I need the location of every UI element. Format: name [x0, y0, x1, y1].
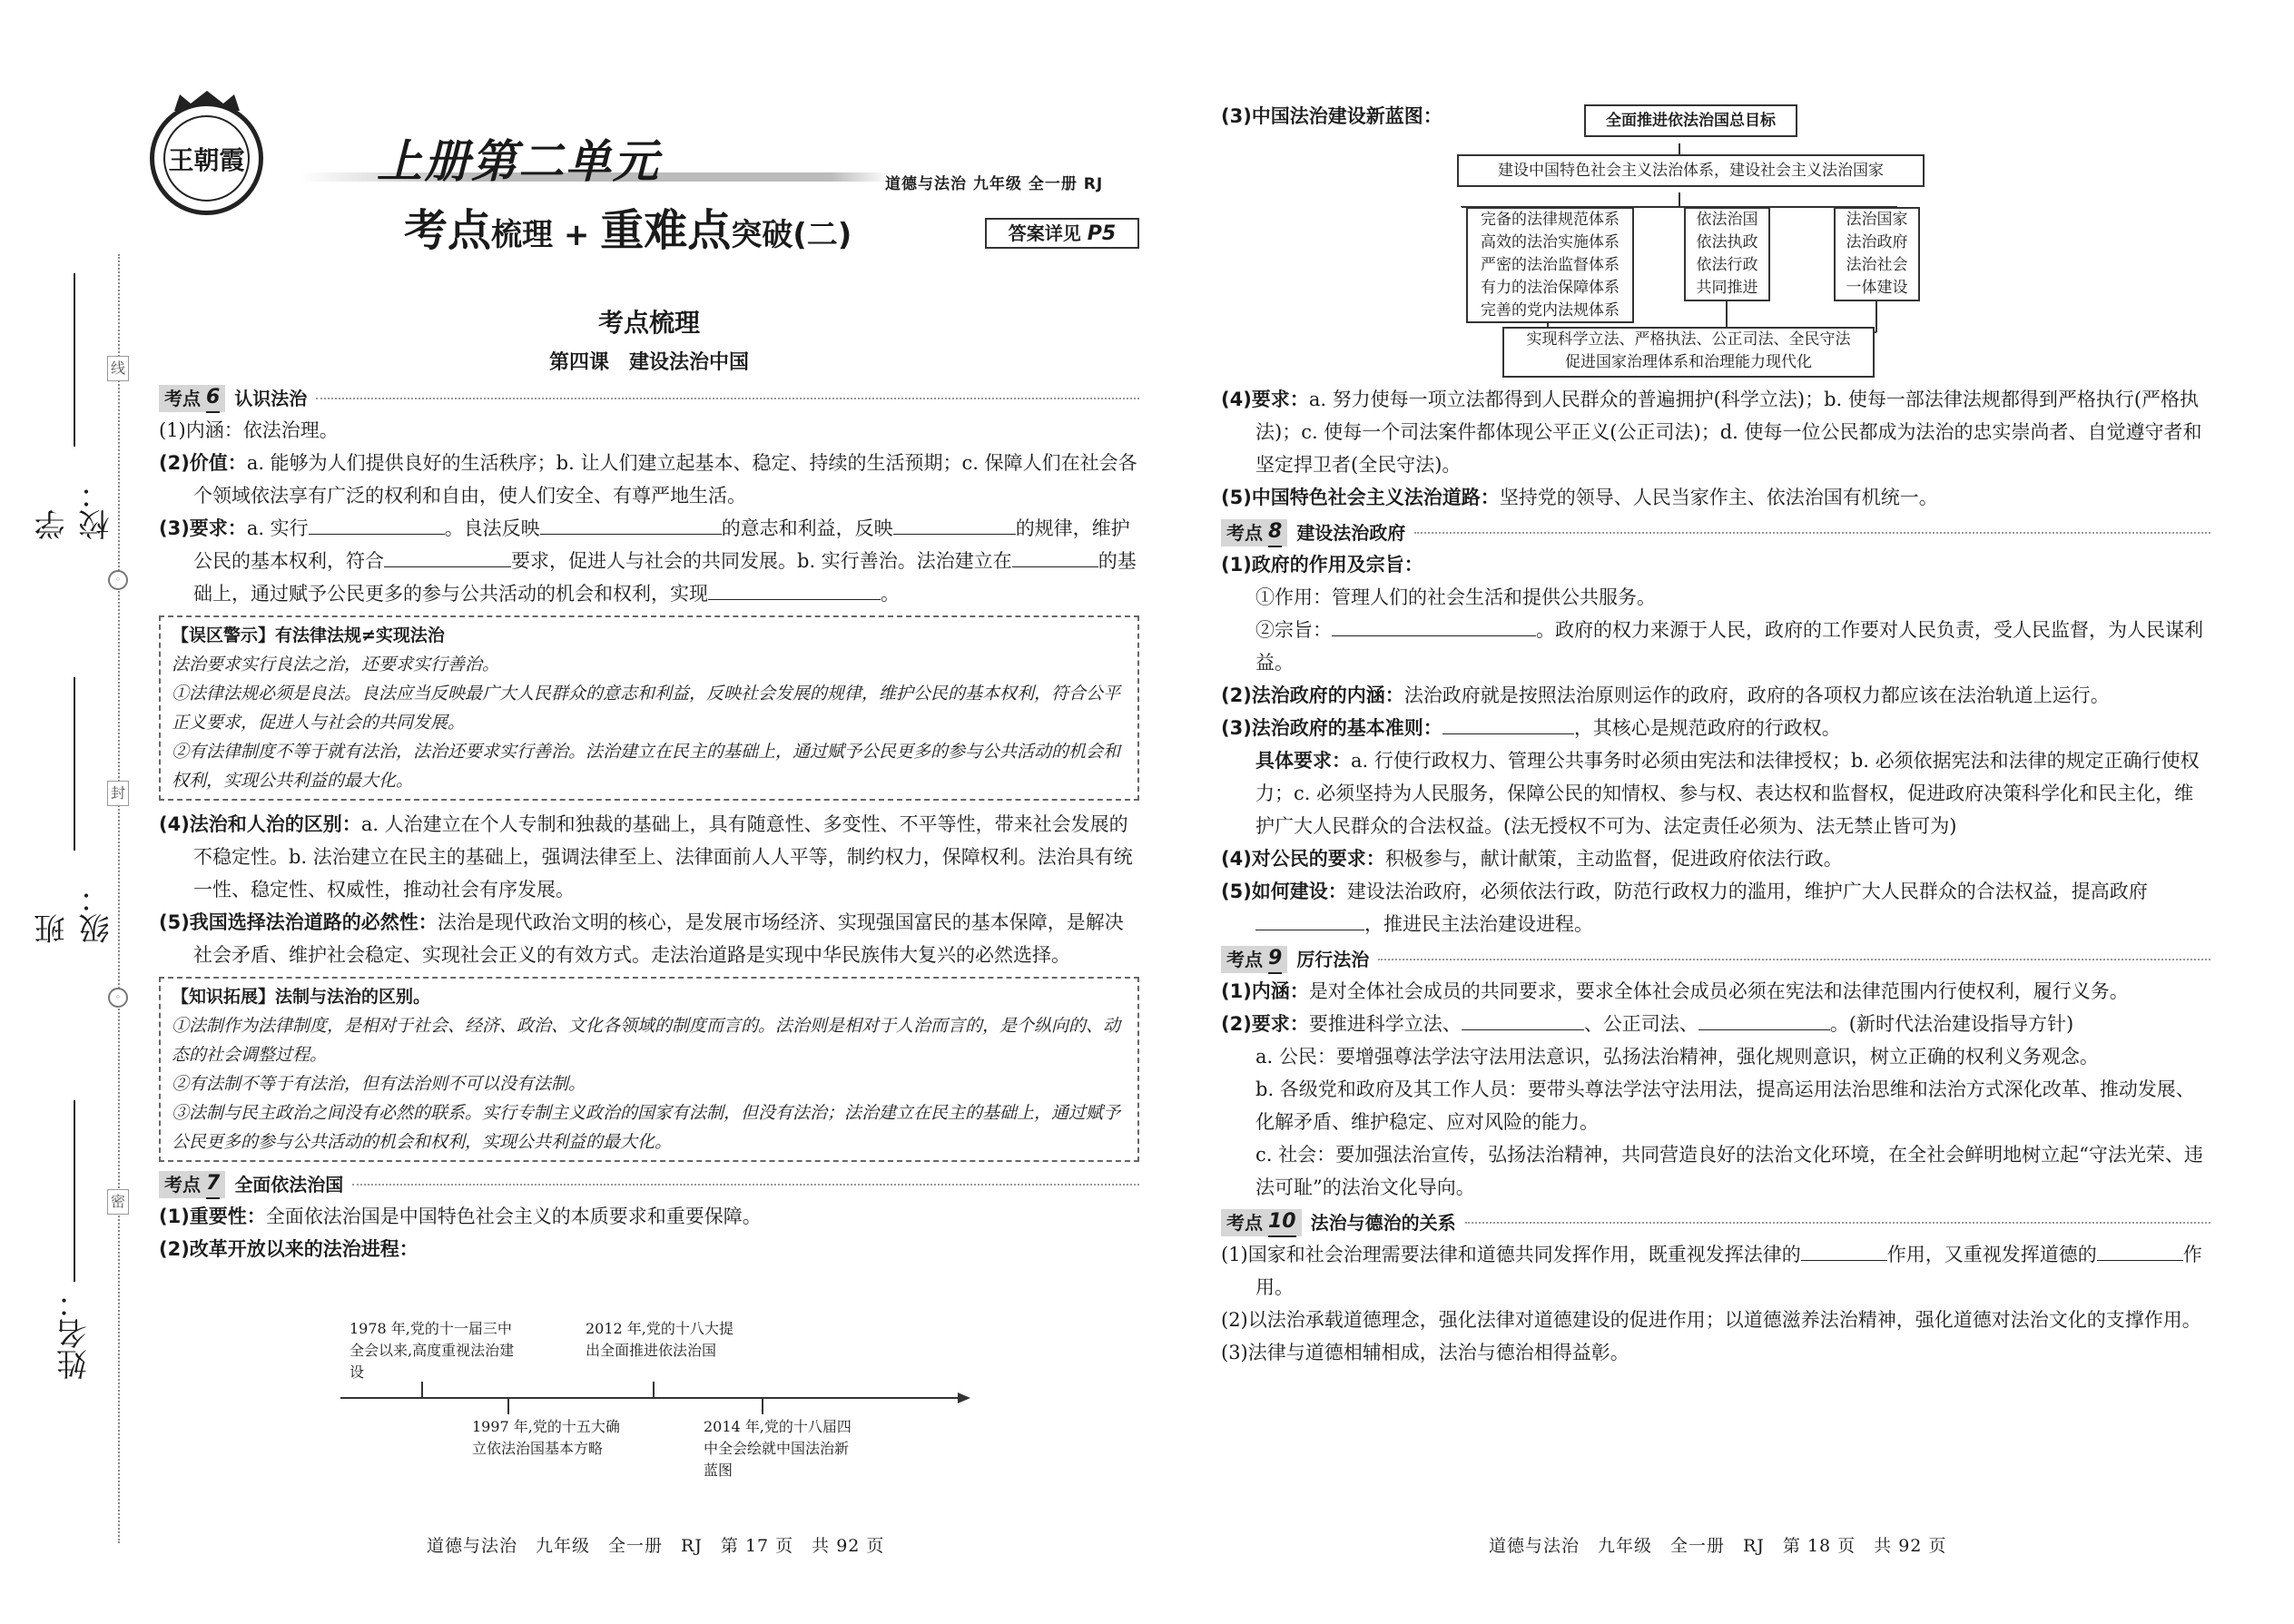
kd8-item-2: (2)法治政府的内涵：法治政府就是按照法治原则运作的政府，政府的各项权力都应该在法治轨道上运行。	[1221, 684, 2110, 706]
note-knowledge-extension: 【知识拓展】法制与法治的区别。 ①法制作为法律制度，是相对于社会、经济、政治、文化各领域的制度而言的。法治则是相对于人治而言的，是个纵向的、动态的社会调整过程。 ②有法制不等于有法治，但有法治则不可以没有法制。 ③法制与民主政治之间没有必然的联系。实行专制主义政治的国家有法制，但没有法治；法治建立在民主的基础上，通过赋予公民更多的参与公共活动的机会和权利，实现公共利益的最大化。	[159, 977, 1139, 1162]
kd9-item-2: (2)要求：要推进科学立法、 、公正司法、 。(新时代法治建设指导方针)	[1221, 1008, 2210, 1040]
class-line[interactable]	[74, 677, 75, 851]
diagram-bottom-box: 实现科学立法、严格执法、公正司法、全民守法 促进国家治理体系和治理能力现代化	[1502, 327, 1875, 378]
binding-mark-secret: 密	[107, 1189, 129, 1215]
kd7-item-4: (4)要求：a. 努力使每一项立法都得到人民群众的普遍拥护(科学立法)；b. 使每一部法律法规都得到严格执行(严格执法)；c. 使每一个司法案件都体现公平正义(公正司法)；d. 使每一位公民都成为法治的忠实崇尚者、自觉遵守者和坚定捍卫者(全民守法)。	[1221, 389, 2202, 476]
name-field[interactable]	[56, 1080, 93, 1380]
fill-blank[interactable]	[893, 515, 1016, 535]
kd8-item-3: (3)法治政府的基本准则： ，其核心是规范政府的行政权。	[1221, 712, 2210, 744]
school-label: 学校：	[34, 478, 115, 540]
kd8-item-1a: ①作用：管理人们的社会生活和提供公共服务。	[1255, 586, 1656, 608]
fill-blank[interactable]	[1012, 547, 1098, 567]
diagram-top-goal: 全面推进依法治国总目标	[1584, 104, 1797, 137]
answer-reference: 答案详见 P5	[985, 218, 1139, 249]
class-label: 班级：	[34, 882, 115, 944]
school-field[interactable]	[34, 268, 115, 540]
fill-blank[interactable]	[1332, 616, 1536, 636]
kd6-item-4: (4)法治和人治的区别：a. 人治建立在个人专制和独裁的基础上，具有随意性、多变性、不平等性，带来社会发展的不稳定性。b. 法治建立在民主的基础上，强调法律至上、法律面前人人平等，制约权力，保障权利。法治具有统一性、稳定性、权威性，推动社会有序发展。	[159, 813, 1133, 901]
kd7-item-5: (5)中国特色社会主义法治道路：坚持党的领导、人民当家作主、依法治国有机统一。	[1221, 487, 1938, 508]
left-column	[159, 307, 1139, 1265]
name-line[interactable]	[74, 1100, 75, 1282]
kd8-item-3-detail: 具体要求：a. 行使行政权力、管理公共事务时必须由宪法和法律授权；b. 必须依据宪法和法律的规定正确行使权力；c. 必须坚持为人民服务，保障公民的知情权、参与权、表达权和监督权，促进政府决策科学化和民主化，维护广大人民群众的合法权益。(法无授权不可为、法定责任必须为、法无禁止皆可为)	[1255, 750, 2200, 837]
timeline-event-2012: 2012 年,党的十八大提出全面推进依法治国	[586, 1320, 733, 1359]
fill-blank[interactable]	[540, 515, 722, 535]
kd6-item-2: (2)价值：a. 能够为人们提供良好的生活秩序；b. 让人们建立起基本、稳定、持续的生活预期；c. 保障人们在社会各个领域依法享有广泛的权利和自由，使人们安全、有尊严地生活。	[159, 452, 1137, 507]
footer-left: 道德与法治 九年级 全一册 RJ 第 17 页 共 92 页	[427, 1536, 885, 1556]
fill-blank[interactable]	[708, 580, 881, 600]
binding-mark-line: 线	[107, 356, 129, 381]
series-label: 道德与法治 九年级 全一册 RJ	[885, 175, 1104, 193]
kd6-item-1: (1)内涵：依法治理。	[159, 419, 339, 441]
timeline-axis	[340, 1380, 976, 1416]
fill-blank[interactable]	[1255, 910, 1364, 930]
right-column	[1221, 383, 2210, 1369]
footer-right: 道德与法治 九年级 全一册 RJ 第 18 页 共 92 页	[1489, 1536, 1947, 1556]
kd8-item-5: (5)如何建设：建设法治政府，必须依法行政，防范行政权力的滥用，维护广大人民群众的合法权益，提高政府，推进民主法治建设进程。	[1221, 881, 2148, 935]
binding-hole-2: ◦	[108, 988, 128, 1008]
timeline-event-1997: 1997 年,党的十五大确立依法治国基本方略	[472, 1418, 620, 1457]
diagram-integrated-box: 法治国家 法治政府 法治社会 一体建设	[1834, 207, 1920, 301]
unit-title: 上册第二单元	[377, 135, 660, 188]
section-title: 考点梳理	[597, 308, 700, 338]
note-misconception: 【误区警示】有法律法规≠实现法治 法治要求实行良法之治，还要求实行善治。 ①法律法规必须是良法。良法应当反映最广大人民群众的意志和利益，反映社会发展的规律，维护公民的基本权利，符合公平正义要求，促进人与社会的共同发展。 ②有法律制度不等于就有法治，法治还要求实行善治。法治建立在民主的基础上，通过赋予公民更多的参与公共活动的机会和权利，实现公共利益的最大化。	[159, 615, 1139, 801]
binding-mark-seal: 封	[107, 781, 129, 806]
kd10-item-3: (3)法律与道德相辅相成，法治与德治相得益彰。	[1221, 1342, 1629, 1363]
kaodian-8-header: 考点 8 建设法治政府	[1221, 517, 2210, 548]
kd6-item-5: (5)我国选择法治道路的必然性：法治是现代政治文明的核心，是发展市场经济、实现强国富民的基本保障，是解决社会矛盾、维护社会稳定、实现社会正义的有效方式。走法治道路是实现中华民族伟大复兴的必然选择。	[159, 911, 1124, 966]
kd8-item-1: (1)政府的作用及宗旨：	[1221, 554, 1423, 576]
lesson-title: 第四课 建设法治中国	[548, 351, 749, 374]
fill-blank[interactable]	[309, 515, 445, 535]
name-label: 姓名：	[56, 1287, 94, 1380]
class-field[interactable]	[34, 672, 115, 944]
binding-hole-1: ◦	[108, 570, 128, 590]
fill-blank[interactable]	[1442, 714, 1574, 734]
kd8-item-1b: ②宗旨： 。政府的权力来源于人民，政府的工作要对人民负责，受人民监督，为人民谋利益。	[1221, 614, 2210, 679]
sub-title: 考点梳理 + 重难点突破(二)	[404, 205, 852, 256]
brand-logo	[150, 102, 263, 215]
fill-blank[interactable]	[1462, 1010, 1584, 1030]
kd7-item-1: (1)重要性：全面依法治国是中国特色社会主义的本质要求和重要保障。	[159, 1206, 762, 1227]
diagram-system-box: 完备的法律规范体系 高效的法治实施体系 严密的法治监督体系 有力的法治保障体系 完善的党内法规体系	[1466, 207, 1634, 323]
kd7-item-2: (2)改革开放以来的法治进程：	[159, 1238, 418, 1260]
kd8-item-4: (4)对公民的要求：积极参与，献计献策，主动监督，促进政府依法行政。	[1221, 848, 1843, 870]
kd10-item-1: (1)国家和社会治理需要法律和道德共同发挥作用，既重视发挥法律的 作用，又重视发挥道德的 作用。	[1221, 1238, 2210, 1304]
kd9-item-2c: c. 社会：要加强法治宣传，弘扬法治精神，共同营造良好的法治文化环境，在全社会鲜明地树立起“守法光荣、违法可耻”的法治文化导向。	[1255, 1144, 2203, 1198]
kd9-item-2b: b. 各级党和政府及其工作人员：要带头尊法学法守法用法，提高运用法治思维和法治方式深化改革、推动发展、化解矛盾、维护稳定、应对风险的能力。	[1255, 1078, 2195, 1133]
kaodian-10-header: 考点 10 法治与德治的关系	[1221, 1207, 2210, 1238]
kd9-item-1: (1)内涵：是对全体社会成员的共同要求，要求全体社会成员必须在宪法和法律范围内行使权利，履行义务。	[1221, 980, 2129, 1002]
fill-blank[interactable]	[2097, 1241, 2183, 1261]
logo-text: 王朝霞	[163, 115, 250, 202]
timeline-event-2014: 2014 年,党的十八届四中全会绘就中国法治新蓝图	[704, 1418, 852, 1479]
kd9-item-2a: a. 公民：要增强尊法学法守法用法意识，弘扬法治精神，强化规则意识，树立正确的权利义务观念。	[1255, 1046, 2099, 1068]
q3-label: (3)中国法治建设新蓝图：	[1221, 105, 1442, 127]
timeline-event-1978: 1978 年,党的十一届三中全会以来,高度重视法治建设	[350, 1320, 515, 1381]
fill-blank[interactable]	[384, 547, 511, 567]
diagram-second-goal: 建设中国特色社会主义法治体系，建设社会主义法治国家	[1457, 154, 1925, 187]
kd10-item-2: (2)以法治承载道德理念，强化法律对道德建设的促进作用；以道德滋养法治精神，强化道德对法治文化的支撑作用。	[1221, 1309, 2201, 1331]
kd6-item-3: (3)要求：a. 实行 。良法反映 的意志和利益，反映 的规律，维护公民的基本权利，符合 要求，促进人与社会的共同发展。b. 实行善治。法治建立在 的基础上，通过赋予公民更多的参与公共活动的机会和权利，实现 。	[159, 512, 1139, 610]
fill-blank[interactable]	[1698, 1010, 1830, 1030]
diagram-co-advance-box: 依法治国 依法执政 依法行政 共同推进	[1684, 207, 1770, 301]
kaodian-6-header: 考点 6 认识法治	[159, 383, 1139, 414]
kaodian-7-header: 考点 7 全面依法治国	[159, 1169, 1139, 1200]
school-line[interactable]	[74, 273, 75, 447]
kaodian-9-header: 考点 9 厉行法治	[1221, 944, 2210, 975]
fill-blank[interactable]	[1801, 1241, 1887, 1261]
